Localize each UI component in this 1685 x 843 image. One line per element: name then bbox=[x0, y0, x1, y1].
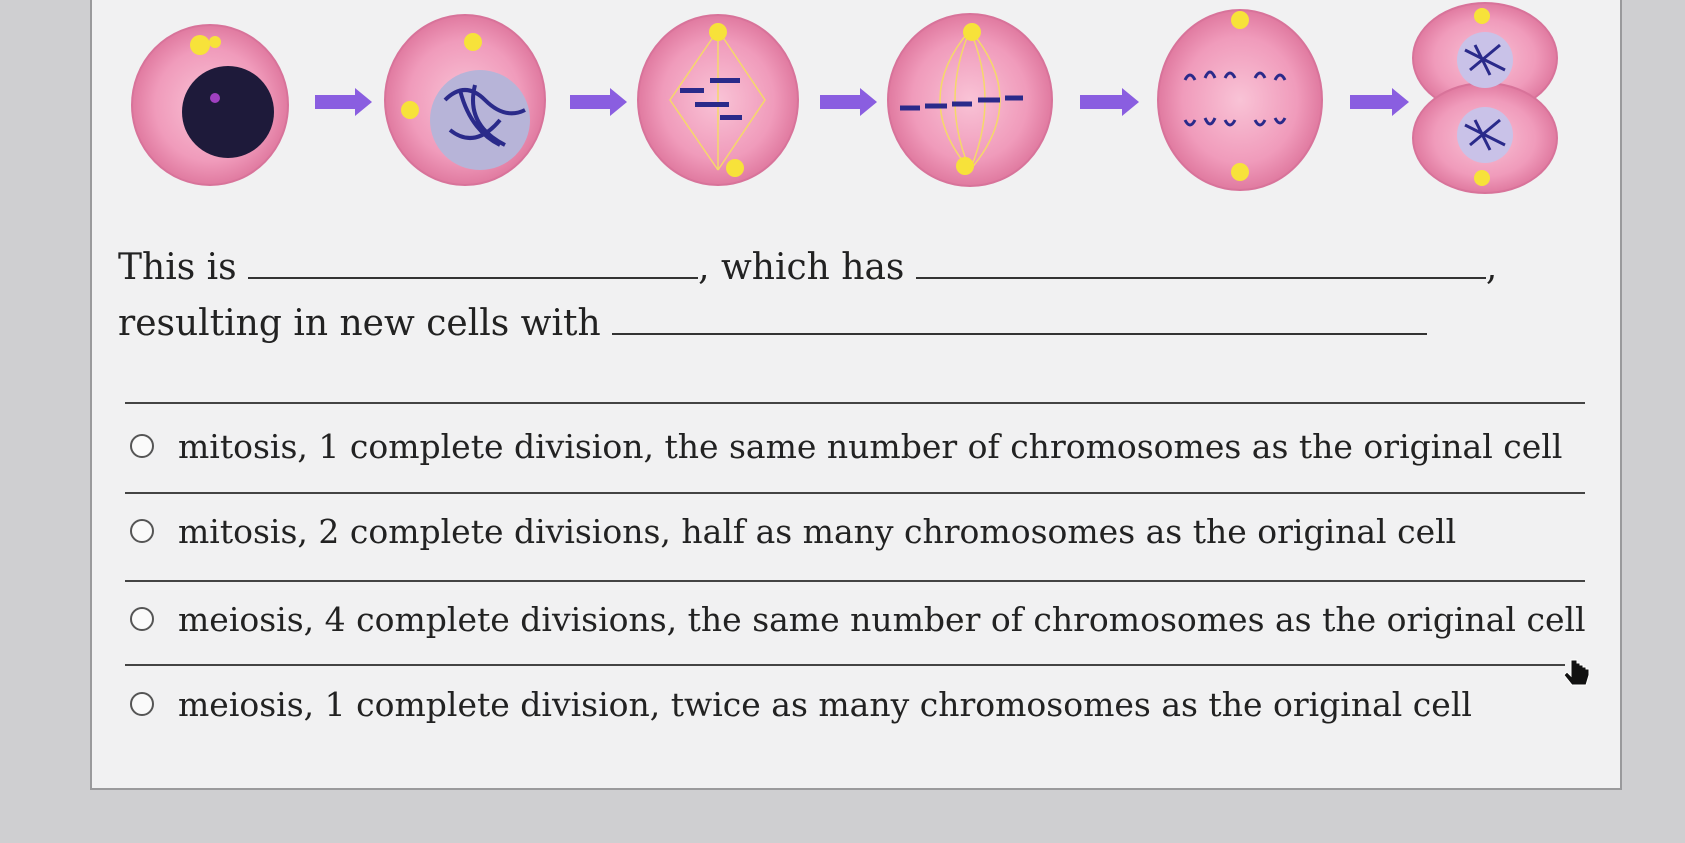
option-3-label: meiosis, 4 complete divisions, the same number of chromosomes as the original cell bbox=[178, 599, 1586, 639]
divider-1 bbox=[125, 492, 1585, 494]
cell-anaphase bbox=[1158, 10, 1322, 190]
stem-text-2: , which has bbox=[698, 247, 905, 288]
divider-2 bbox=[125, 580, 1585, 582]
stem-text-1: This is bbox=[118, 247, 237, 288]
option-4-label: meiosis, 1 complete division, twice as many chromosomes as the original cell bbox=[178, 684, 1472, 724]
radio-button-2[interactable] bbox=[130, 519, 154, 543]
arrow-3 bbox=[820, 88, 877, 116]
blank-1 bbox=[248, 247, 698, 279]
cell-metaphase bbox=[888, 14, 1052, 186]
arrow-5 bbox=[1350, 88, 1409, 116]
radio-button-3[interactable] bbox=[130, 607, 154, 631]
blank-3 bbox=[612, 303, 1427, 335]
arrow-2 bbox=[570, 88, 627, 116]
radio-button-1[interactable] bbox=[130, 434, 154, 458]
cell-prometaphase bbox=[638, 15, 798, 185]
arrow-4 bbox=[1080, 88, 1139, 116]
cell-telophase bbox=[1413, 3, 1557, 193]
stem-line-2 bbox=[118, 296, 1598, 352]
stem-text-4: resulting in new cells with bbox=[118, 303, 601, 344]
question-stem bbox=[118, 240, 1598, 352]
divider-top bbox=[125, 402, 1585, 404]
blank-2 bbox=[916, 247, 1486, 279]
cell-interphase bbox=[132, 25, 288, 185]
option-1-label: mitosis, 1 complete division, the same number of chromosomes as the original cell bbox=[178, 426, 1563, 466]
option-2[interactable] bbox=[130, 505, 1456, 557]
divider-3 bbox=[125, 664, 1565, 666]
arrow-1 bbox=[315, 88, 372, 116]
cell-prophase bbox=[385, 15, 545, 185]
stem-line-1 bbox=[118, 240, 1598, 296]
hand-cursor-icon bbox=[1563, 658, 1593, 690]
mitosis-diagram bbox=[110, 0, 1630, 215]
option-3[interactable] bbox=[130, 593, 1586, 645]
option-1[interactable] bbox=[130, 420, 1562, 472]
option-2-label: mitosis, 2 complete divisions, half as many chromosomes as the original cell bbox=[178, 511, 1457, 551]
radio-button-4[interactable] bbox=[130, 692, 154, 716]
stem-text-3: , bbox=[1485, 247, 1498, 288]
option-4[interactable] bbox=[130, 678, 1472, 730]
